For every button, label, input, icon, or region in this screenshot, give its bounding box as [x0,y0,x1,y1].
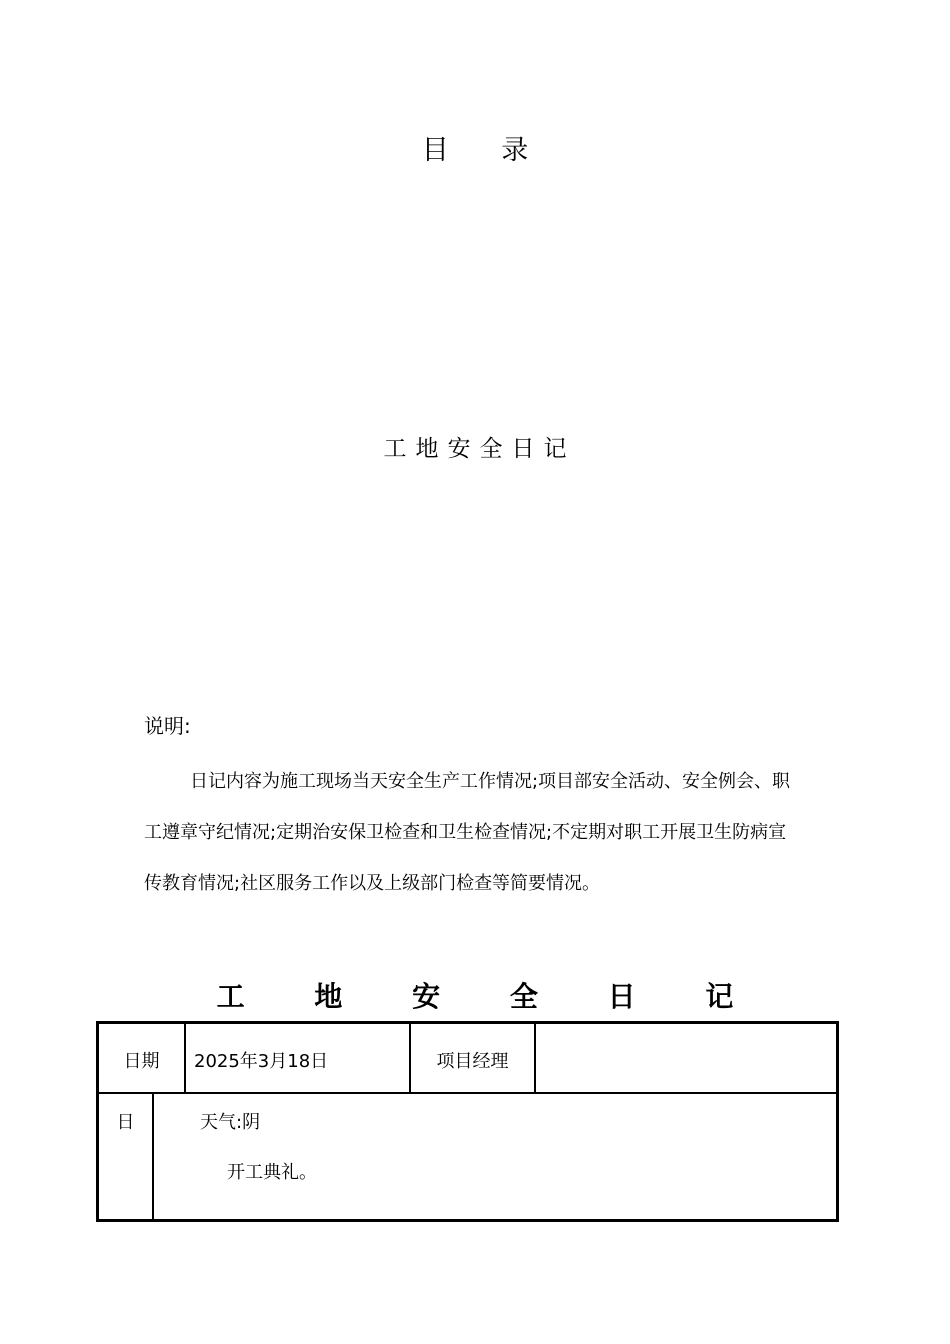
manager-label: 项目经理 [436,1051,509,1072]
date-value[interactable]: 2025年3月18日 [194,1051,329,1072]
date-label: 日期 [123,1051,160,1072]
diary-entry[interactable]: 开工典礼。 [227,1162,317,1183]
table-row-divider [96,1092,839,1094]
table-column-divider [184,1021,186,1093]
weather-text[interactable]: 天气:阴 [200,1112,261,1133]
diary-title: 工 地 安 全 日 记 [216,980,764,1013]
table-column-divider [152,1093,154,1219]
day-label: 日 [116,1112,135,1133]
note-heading: 说明: [144,714,191,738]
note-body: 日记内容为施工现场当天安全生产工作情况;项目部安全活动、安全例会、职工遵章守纪情况;定期治安保卫检查和卫生检查情况;不定期对职工开展卫生防病宣传教育情况;社区服务工作以及上级部门检查等简要情况。 [144,771,791,894]
table-column-divider [534,1021,536,1093]
toc-title: 目 录 [421,135,551,166]
cover-title: 工地安全日记 [383,436,576,462]
